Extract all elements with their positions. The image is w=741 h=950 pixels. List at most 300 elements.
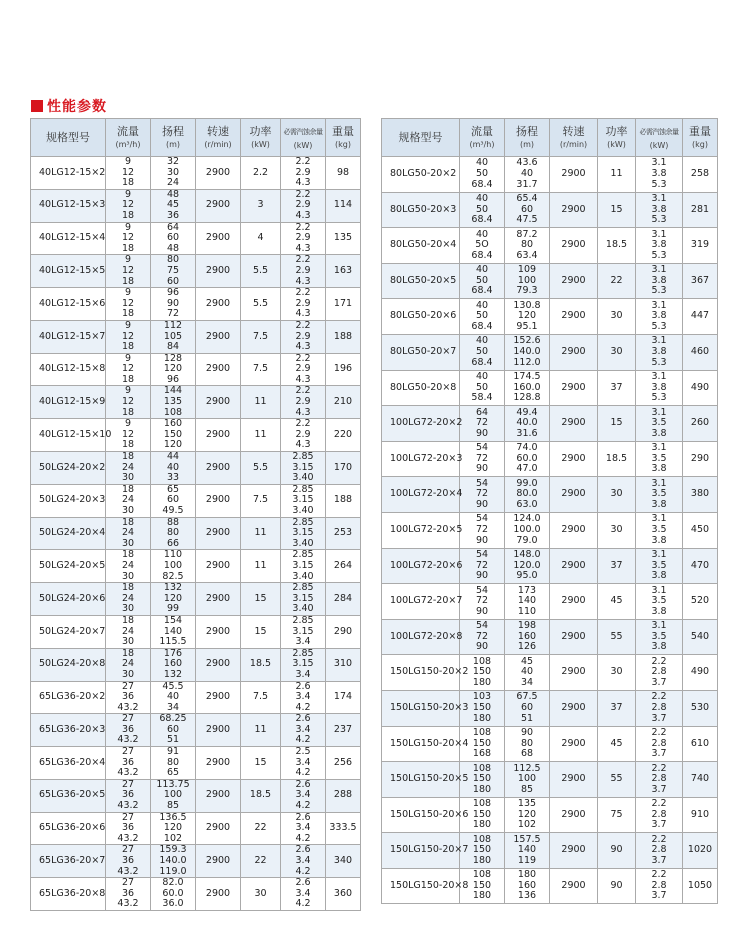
head-cell-value: 43.6	[516, 157, 538, 169]
head-cell-value: 128.8	[513, 392, 541, 404]
head-cell-value: 154	[163, 614, 183, 626]
npsh-cell-value: 3.8	[651, 641, 667, 653]
npsh-cell-value: 2.6	[295, 811, 311, 823]
flow-cell-value: 12	[121, 396, 135, 408]
flow-cell-value: 108	[472, 798, 492, 810]
head-cell-value: 63.4	[516, 249, 538, 261]
npsh-cell	[281, 288, 326, 321]
npsh-cell-value: 3.4	[295, 855, 311, 866]
head-cell	[151, 747, 196, 780]
head-cell	[505, 619, 550, 655]
head-cell-value: 180	[517, 869, 537, 881]
npsh-cell-value: 3.8	[651, 427, 667, 439]
performance-table-right	[381, 118, 718, 904]
npsh-cell	[281, 747, 326, 780]
speed-cell: 2900	[550, 655, 598, 691]
flow-cell-value: 43.2	[117, 701, 139, 713]
flow-cell-value: 24	[121, 625, 135, 637]
npsh-cell-value: 3.1	[651, 335, 667, 347]
npsh-cell-value: 3.1	[651, 193, 667, 204]
power-cell: 30	[598, 299, 636, 335]
flow-cell-value: 40	[475, 228, 489, 240]
table-row	[31, 550, 361, 583]
speed-cell: 2900	[550, 833, 598, 869]
speed-cell: 2900	[550, 370, 598, 406]
col-flow: 流量 (m³/h)	[106, 119, 151, 157]
flow-cell-value: 18	[121, 242, 135, 254]
head-cell-value: 120	[163, 822, 183, 834]
flow-cell-value: 90	[475, 641, 489, 653]
table-row	[31, 320, 361, 353]
flow-cell-value: 68.4	[471, 249, 493, 261]
npsh-cell-value: 3.8	[651, 498, 667, 510]
head-cell-value: 120	[517, 310, 537, 322]
flow-cell-value: 72	[475, 630, 489, 642]
head-cell-value: 136.5	[159, 811, 187, 823]
flow-cell-value: 36	[121, 822, 135, 834]
flow-cell-value: 24	[121, 592, 135, 604]
flow-cell-value: 108	[472, 762, 492, 774]
table-row	[31, 812, 361, 845]
weight-cell: 256	[326, 747, 361, 780]
npsh-cell-value: 3.5	[651, 523, 667, 535]
flow-cell-value: 9	[124, 418, 132, 430]
flow-cell-value: 103	[472, 691, 492, 703]
flow-cell	[106, 353, 151, 386]
flow-cell	[460, 192, 505, 228]
flow-cell-value: 36	[121, 789, 135, 801]
weight-cell: 367	[683, 263, 718, 299]
weight-cell: 281	[683, 192, 718, 228]
flow-cell	[106, 747, 151, 780]
model-cell: 65LG36-20×4	[31, 747, 106, 780]
flow-cell-value: 50	[475, 274, 489, 286]
flow-cell-value: 30	[121, 537, 135, 549]
flow-cell-value: 30	[121, 570, 135, 582]
head-cell-value: 95.0	[516, 570, 538, 582]
npsh-cell-value: 2.6	[295, 778, 311, 790]
flow-cell-value: 180	[472, 712, 492, 724]
head-cell	[151, 386, 196, 419]
flow-cell-value: 54	[475, 477, 489, 489]
npsh-cell-value: 3.15	[292, 625, 314, 637]
npsh-cell	[636, 299, 683, 335]
head-cell-value: 64	[166, 221, 180, 233]
power-cell: 30	[598, 477, 636, 513]
npsh-cell-value: 5.3	[651, 392, 667, 404]
npsh-cell-value: 2.9	[295, 428, 311, 440]
col-speed: 转速 (r/min)	[550, 119, 598, 157]
weight-cell: 188	[326, 484, 361, 517]
flow-cell-value: 9	[124, 221, 132, 233]
npsh-cell-value: 2.6	[295, 877, 311, 889]
flow-cell-value: 72	[475, 595, 489, 607]
head-cell-value: 65	[166, 483, 180, 495]
model-cell: 50LG24-20×3	[31, 484, 106, 517]
npsh-cell-value: 2.2	[295, 385, 311, 397]
head-cell-value: 80	[520, 737, 534, 749]
speed-cell: 2900	[196, 615, 241, 648]
head-cell-value: 68	[520, 748, 534, 760]
model-cell: 150LG150-20×7	[382, 833, 460, 869]
head-cell-value: 48	[166, 188, 180, 200]
head-cell-value: 79.3	[516, 285, 538, 297]
table-body-left	[31, 157, 361, 911]
head-cell-value: 160	[517, 879, 537, 891]
power-cell: 30	[598, 334, 636, 370]
head-cell-value: 45	[166, 199, 180, 211]
flow-cell	[106, 386, 151, 419]
head-cell-value: 32	[166, 156, 180, 167]
head-cell	[151, 681, 196, 714]
weight-cell: 210	[326, 386, 361, 419]
speed-cell: 2900	[196, 452, 241, 485]
npsh-cell-value: 2.85	[292, 582, 314, 594]
head-cell	[151, 222, 196, 255]
power-cell: 7.5	[241, 353, 281, 386]
flow-cell-value: 54	[475, 548, 489, 560]
table-row	[31, 255, 361, 288]
head-cell	[151, 353, 196, 386]
flow-cell-value: 72	[475, 523, 489, 535]
weight-cell: 98	[326, 157, 361, 190]
head-cell-value: 45.5	[162, 680, 184, 692]
head-cell-value: 109	[517, 264, 537, 276]
npsh-cell-value: 2.8	[651, 808, 667, 820]
model-cell: 50LG24-20×2	[31, 452, 106, 485]
power-cell: 37	[598, 548, 636, 584]
npsh-cell-value: 3.7	[651, 676, 667, 688]
head-cell-value: 68.25	[159, 713, 187, 725]
npsh-cell-value: 2.2	[651, 798, 667, 810]
weight-cell: 163	[326, 255, 361, 288]
flow-cell	[106, 812, 151, 845]
flow-cell-value: 54	[475, 513, 489, 525]
power-cell: 37	[598, 690, 636, 726]
npsh-cell	[636, 797, 683, 833]
flow-cell-value: 150	[472, 666, 492, 678]
head-cell	[151, 419, 196, 452]
npsh-cell-value: 3.1	[651, 406, 667, 418]
npsh-cell-value: 2.8	[651, 879, 667, 891]
flow-cell-value: 27	[121, 778, 135, 790]
head-cell-value: 157.5	[513, 833, 541, 845]
head-cell	[151, 288, 196, 321]
flow-cell-value: 68.4	[471, 178, 493, 190]
flow-cell-value: 9	[124, 319, 132, 331]
npsh-cell-value: 3.1	[651, 548, 667, 560]
head-cell-value: 82.5	[162, 570, 184, 582]
npsh-cell-value: 3.4	[295, 636, 311, 648]
npsh-cell-value: 3.4	[295, 822, 311, 834]
power-cell: 55	[598, 619, 636, 655]
flow-cell-value: 54	[475, 442, 489, 454]
flow-cell-value: 40	[475, 264, 489, 276]
flow-cell-value: 27	[121, 713, 135, 725]
head-cell-value: 110	[163, 549, 183, 561]
model-cell: 40LG12-15×7	[31, 320, 106, 353]
npsh-cell-value: 3.8	[651, 381, 667, 393]
npsh-cell	[281, 353, 326, 386]
flow-cell	[106, 681, 151, 714]
col-model: 规格型号	[382, 119, 460, 157]
npsh-cell-value: 3.5	[651, 488, 667, 500]
head-cell-value: 60	[520, 701, 534, 713]
table-row	[382, 477, 718, 513]
table-row	[382, 762, 718, 798]
head-cell	[505, 299, 550, 335]
speed-cell: 2900	[196, 419, 241, 452]
flow-cell	[460, 441, 505, 477]
npsh-cell	[636, 334, 683, 370]
head-cell-value: 159.3	[159, 844, 187, 856]
head-cell-value: 105	[163, 330, 183, 342]
speed-cell: 2900	[196, 878, 241, 911]
speed-cell: 2900	[550, 797, 598, 833]
head-cell	[505, 334, 550, 370]
head-cell-value: 120	[163, 363, 183, 375]
npsh-cell-value: 2.8	[651, 737, 667, 749]
head-cell	[151, 189, 196, 222]
npsh-cell	[636, 477, 683, 513]
head-cell-value: 40.0	[516, 417, 538, 429]
model-cell: 80LG50-20×8	[382, 370, 460, 406]
weight-cell: 490	[683, 655, 718, 691]
table-row	[382, 868, 718, 904]
table-row	[31, 517, 361, 550]
npsh-cell-value: 3.5	[651, 630, 667, 642]
npsh-cell-value: 2.6	[295, 713, 311, 725]
npsh-cell	[281, 714, 326, 747]
head-cell-value: 80	[166, 527, 180, 539]
flow-cell-value: 180	[472, 783, 492, 795]
speed-cell: 2900	[196, 288, 241, 321]
head-cell-value: 120.0	[513, 559, 541, 571]
npsh-cell	[281, 550, 326, 583]
npsh-cell	[636, 548, 683, 584]
head-cell-value: 136	[517, 890, 537, 902]
npsh-cell-value: 3.40	[292, 603, 314, 615]
head-cell	[505, 441, 550, 477]
npsh-cell-value: 2.2	[295, 287, 311, 299]
col-power: 功率 (kW)	[598, 119, 636, 157]
head-cell-value: 24	[166, 177, 180, 189]
speed-cell: 2900	[196, 812, 241, 845]
npsh-cell-value: 2.5	[295, 746, 311, 758]
head-cell-value: 49.5	[162, 505, 184, 516]
flow-cell-value: 54	[475, 620, 489, 632]
flow-cell-value: 18	[121, 582, 135, 594]
power-cell: 3	[241, 189, 281, 222]
flow-cell	[106, 517, 151, 550]
npsh-cell	[636, 868, 683, 904]
head-cell-value: 108	[163, 406, 183, 418]
weight-cell: 450	[683, 512, 718, 548]
flow-cell-value: 9	[124, 385, 132, 397]
speed-cell: 2900	[550, 619, 598, 655]
table-row	[382, 370, 718, 406]
head-cell-value: 173	[517, 584, 537, 596]
npsh-cell-value: 2.85	[292, 451, 314, 463]
npsh-cell-value: 2.2	[295, 418, 311, 430]
section-title: 性能参数	[47, 99, 107, 115]
flow-cell-value: 18	[121, 308, 135, 320]
speed-cell: 2900	[550, 299, 598, 335]
head-cell	[505, 477, 550, 513]
npsh-cell	[281, 517, 326, 550]
head-cell-value: 63.0	[516, 498, 538, 510]
npsh-cell-value: 3.1	[651, 442, 667, 454]
speed-cell: 2900	[196, 779, 241, 812]
head-cell	[505, 690, 550, 726]
weight-cell: 520	[683, 584, 718, 620]
weight-cell: 910	[683, 797, 718, 833]
flow-cell-value: 180	[472, 676, 492, 688]
npsh-cell-value: 2.85	[292, 647, 314, 659]
model-cell: 40LG12-15×3	[31, 189, 106, 222]
speed-cell: 2900	[196, 353, 241, 386]
npsh-cell	[636, 655, 683, 691]
flow-cell-value: 12	[121, 428, 135, 440]
flow-cell	[106, 714, 151, 747]
power-cell: 18.5	[598, 441, 636, 477]
speed-cell: 2900	[550, 441, 598, 477]
head-cell-value: 51	[166, 734, 180, 746]
speed-cell: 2900	[550, 228, 598, 264]
head-cell-value: 31.7	[516, 178, 538, 190]
flow-cell-value: 30	[121, 505, 135, 516]
head-cell-value: 128	[163, 352, 183, 364]
table-row	[31, 714, 361, 747]
head-cell	[151, 484, 196, 517]
flow-cell-value: 18	[121, 341, 135, 353]
flow-cell-value: 108	[472, 726, 492, 738]
model-cell: 65LG36-20×2	[31, 681, 106, 714]
head-cell-value: 112.5	[513, 762, 541, 774]
flow-cell-value: 12	[121, 297, 135, 309]
table-body-right	[382, 157, 718, 904]
npsh-cell-value: 3.8	[651, 274, 667, 286]
head-cell-value: 100	[163, 559, 183, 571]
npsh-cell-value: 3.8	[651, 605, 667, 617]
model-cell: 50LG24-20×5	[31, 550, 106, 583]
model-cell: 150LG150-20×3	[382, 690, 460, 726]
weight-cell: 196	[326, 353, 361, 386]
power-cell: 18.5	[241, 779, 281, 812]
model-cell: 150LG150-20×2	[382, 655, 460, 691]
head-cell-value: 88	[166, 516, 180, 528]
flow-cell	[106, 648, 151, 681]
table-row	[31, 157, 361, 190]
npsh-cell-value: 4.3	[295, 177, 311, 189]
model-cell: 65LG36-20×5	[31, 779, 106, 812]
npsh-cell-value: 3.7	[651, 854, 667, 866]
table-row	[382, 833, 718, 869]
weight-cell: 260	[683, 406, 718, 442]
flow-cell	[460, 619, 505, 655]
flow-cell-value: 30	[121, 603, 135, 615]
power-cell: 22	[241, 812, 281, 845]
flow-cell-value: 50	[475, 310, 489, 322]
weight-cell: 237	[326, 714, 361, 747]
npsh-cell-value: 3.40	[292, 537, 314, 549]
weight-cell: 170	[326, 452, 361, 485]
head-cell-value: 80	[166, 756, 180, 768]
npsh-cell-value: 3.1	[651, 513, 667, 525]
table-row	[31, 484, 361, 517]
flow-cell-value: 90	[475, 534, 489, 546]
weight-cell: 490	[683, 370, 718, 406]
head-cell	[505, 548, 550, 584]
head-cell	[151, 550, 196, 583]
flow-cell	[460, 228, 505, 264]
head-cell	[151, 648, 196, 681]
head-cell-value: 124.0	[513, 513, 541, 525]
flow-cell	[106, 157, 151, 190]
npsh-cell-value: 2.2	[295, 221, 311, 233]
npsh-cell-value: 5.3	[651, 249, 667, 261]
head-cell-value: 140	[517, 595, 537, 607]
flow-cell-value: 27	[121, 844, 135, 856]
npsh-cell-value: 2.8	[651, 666, 667, 678]
table-row	[31, 288, 361, 321]
head-cell-value: 112.0	[513, 356, 541, 368]
head-cell-value: 36	[166, 209, 180, 221]
head-cell	[151, 812, 196, 845]
npsh-cell-value: 3.4	[295, 756, 311, 768]
speed-cell: 2900	[196, 157, 241, 190]
power-cell: 75	[598, 797, 636, 833]
npsh-cell-value: 3.15	[292, 559, 314, 571]
npsh-cell-value: 4.3	[295, 308, 311, 320]
power-cell: 22	[241, 845, 281, 878]
flow-cell-value: 150	[472, 879, 492, 891]
model-cell: 100LG72-20×7	[382, 584, 460, 620]
head-cell	[151, 779, 196, 812]
weight-cell: 258	[683, 157, 718, 193]
head-cell-value: 112	[163, 319, 183, 331]
weight-cell: 290	[683, 441, 718, 477]
head-cell	[505, 797, 550, 833]
npsh-cell-value: 3.15	[292, 658, 314, 670]
head-cell-value: 60	[520, 203, 534, 215]
head-cell-value: 96	[166, 373, 180, 385]
flow-cell	[106, 845, 151, 878]
section-header	[31, 96, 107, 116]
model-cell: 50LG24-20×7	[31, 615, 106, 648]
head-cell-value: 74.0	[516, 442, 538, 454]
weight-cell: 470	[683, 548, 718, 584]
power-cell: 7.5	[241, 681, 281, 714]
npsh-cell-value: 3.5	[651, 452, 667, 464]
head-cell-value: 60.0	[516, 452, 538, 464]
head-cell-value: 82.0	[162, 877, 184, 889]
flow-cell-value: 12	[121, 232, 135, 244]
npsh-cell	[281, 484, 326, 517]
npsh-cell-value: 2.85	[292, 483, 314, 495]
head-cell-value: 85	[166, 800, 180, 812]
npsh-cell	[636, 192, 683, 228]
flow-cell-value: 150	[472, 737, 492, 749]
table-row	[31, 222, 361, 255]
speed-cell: 2900	[550, 868, 598, 904]
npsh-cell-value: 3.4	[295, 691, 311, 703]
npsh-cell-value: 3.15	[292, 592, 314, 604]
npsh-cell	[636, 584, 683, 620]
weight-cell: 171	[326, 288, 361, 321]
head-cell-value: 40	[520, 666, 534, 678]
power-cell: 30	[241, 878, 281, 911]
